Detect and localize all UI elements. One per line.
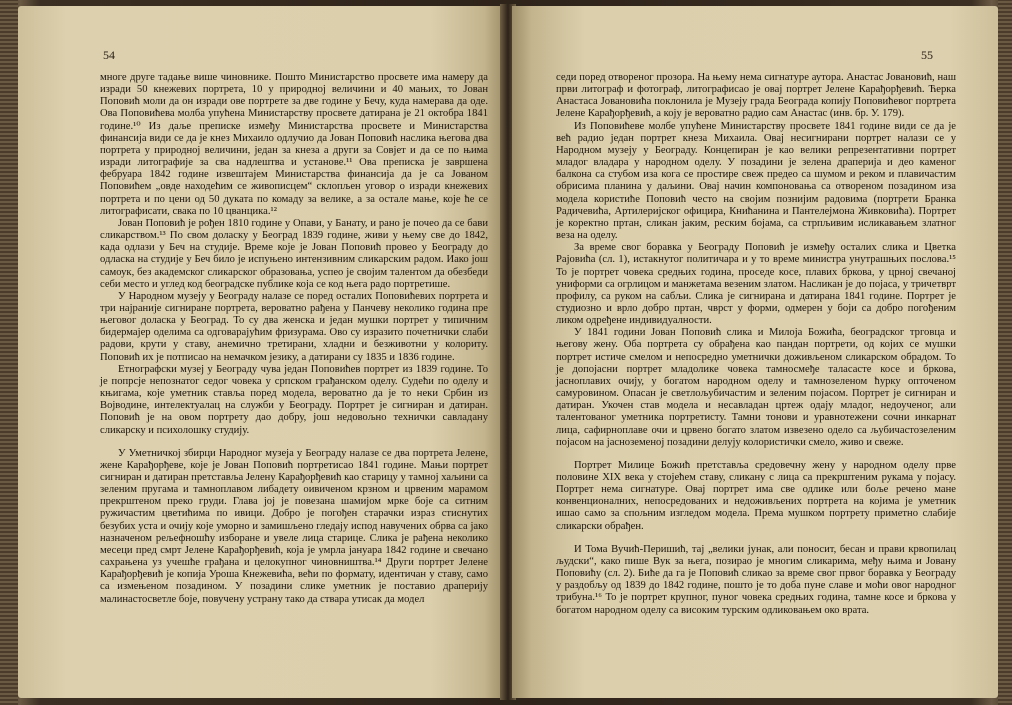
paragraph: У Народном музеју у Београду налазе се поред осталих Поповићевих портрета и три најраније сигниране портрета, вероватно рађена у Панчеву неколико година пре његовог доласка у Београд. То су два женска и један мушки портрет у типичним бидермајер оделима са одговарајућим фризурама. Ово су изразито почетнички слаби радови, крути у ставу, анемично третирани, хладни и безживотни у колориту. Поповић их је потписао на немачком језику, а датирани су 1835 и 1836 године. (100, 290, 488, 363)
page-stack-right (998, 0, 1012, 705)
paragraph: многе друге тадање више чиновнике. Пошто Министарство просвете има намеру да изради 50 кнежевих портрета, 10 у природној величини и 40 мањих, то Јован Поповић моли да он изради ове портрете за две године у Бечу, куда намерава да оде. Ова Поповићева молба упућена Министарству просвете датирана је 21 октобра 1841 године.¹⁰ Из даље преписке између Министарства просвете и Министарства финансија види се да је кнез Михаило одлучио да Јован Поповић наслика његова два портрета у природној величини, један за кнеза а други за Совјет и да се по њима изради литографије за сва надлештва и установе.¹¹ Ова преписка је завршена фебруара 1842 године извештајем Министарства финансија да је са Јованом Поповићем „овде находећим се живописцем“ склопљен уговор о изради кнежевих портрета и по цени од 50 дуката по комаду за велике, а за остале мање, које ће се литографисати, свака по 10 цванцика.¹² (100, 72, 488, 217)
paragraph: Из Поповићеве молбе упућене Министарству просвете 1841 године види се да је већ радио један портрет кнеза Михаила. Овај несигнирани портрет налази се у Народном музеју у Београду. Концепиран је као велики репрезентативни портрет младог владара у народном оделу. У позадини је зелена драперија и део каменог балкона са стубом иза кога се простире свеж предео са шумом и реком и плавичастим обрисима планина у даљини. Овај начин компоновања са отвореном позадином иза модела користиће Поповић често на својим познијим радовима (портрети Бранка Радичевића, Артилеријског официра, Книћанина и Пантелејмона Живковића). Портрет је коректно пртан, сликан јаким, реским бојама, са стрпљивим исликавањем златног веза на оделу. (556, 120, 956, 242)
right-page (512, 6, 998, 698)
paragraph: Јован Поповић је рођен 1810 године у Опави, у Банату, и рано је почео да се бави сликарством.¹³ По свом доласку у Београд 1839 године, живи у њему све до 1842, када одлази у Беч на студије. Време које је Јован Поповић провео у Београду до одласка на студије у Беч било је испуњено интензивним сликарским радом. Иако још самоук, без академског сликарског образовања, успео је својим талентом да обезбеди себи место и углед код београдске публике која се код њега радо портретише. (100, 217, 488, 290)
page-stack-left (0, 0, 18, 705)
paragraph: Портрет Милице Божић претставља средовечну жену у народном оделу прве половине XIX века у стојећем ставу, сликану с лица са прекрштеним рукама у појасу. Портрет нема сигнатуре. Овај портрет има све одлике или боље речено мане конвенционалних, непосредованих и недоживљених портрета на којима је уметник ишао само за спољним изгледом модела. Према мушком портрету приметно слабије сликарски обрађен. (556, 459, 956, 532)
paragraph: За време свог боравка у Београду Поповић је између осталих слика и Цветка Рајовића (сл. 1), истакнутог политичара и у то време министра унутрашњих послова.¹⁵ То је портрет човека средњих година, проседе косе, плавих бркова, у црној свечаној униформи са огрлицом и манжетама везеним златом. Насликан је до појаса, у тричетврт профилу, са руком на сабљи. Слика је сигнирана и датирана 1841 године. Портрет је студиозно и врло добро пртан, чврст у форми, одмерен у боји са добро погођеним ликом одређене индивидуалности. (556, 242, 956, 327)
paragraph: У 1841 години Јован Поповић слика и Милоја Божића, београдског трговца и његову жену. Оба портрета су обрађена као пандан портрети, од којих се мушки портрет истиче смелом и непосредно уметнички доживљеном сликарском обрадом. То је допојасни портрет младолике човека тамносмеђе таласасте косе и бркова, јасноплавих очију, у богатом народном оделу и тамнозеленом ћурку опточеном самуровином. Опасан је светлољубичастим и зеленим појасом. Портрет је сигниран и датиран. Укочен став модела и несавладан цртеж одају младог, недоученог, али талентованог уметника портретисту. Тамни тонови и уравнотежени сочни инкарнат лица, сафирноплаве очи и црвено богато златом извезено одело са љубичастозеленим појасом на јасноземеној позадини делују колористички смело, живо и свеже. (556, 327, 956, 448)
left-page-body (100, 72, 488, 606)
paragraph: И Тома Вучић-Перишић, тај „велики јунак, али поносит, бесан и прави крвопилац људски“, како пише Вук за њега, позирао је многим сликарима, међу њима и Јовану Поповићу (сл. 2). Биће да га је Поповић сликао за време свог првог боравка у Београду у раздобљу од 1839 до 1842 године, пошто је то доба пуне славе и моћи овог народног трибуна.¹⁶ То је портрет крупног, пуног човека средњих година, тамне косе и бркова у богатом народном оделу са високим турским одликовањем око врата. (556, 543, 956, 616)
right-page-body (556, 72, 956, 617)
page-number: 55 (921, 48, 933, 62)
left-page (18, 6, 504, 698)
paragraph: седи поред отвореног прозора. На њему нема сигнатуре аутора. Анастас Јовановић, наш први литограф и фотограф, литографисао је овај портрет Јелене Карађорђевић. Ћерка Анастаса Јовановића поклонила је Музеју града Београда копију Поповићевог портрета Јелене Карађорђевић, а коју је вероватно радио сам Анастас (инв. бр. У. 179). (556, 72, 956, 120)
paragraph: У Уметничкој збирци Народног музеја у Београду налазе се два портрета Јелене, жене Карађорђеве, које је Јован Поповић портретисао 1841 године. Мањи портрет сигниран и датиран претставља Јелену Карађорђевић као старицу у тамној хаљини са зеленим пругама и тамноплавом либадету оивиченом крзном и црвеним марамом прекрштеном преко груди. Глава јој је повезана шамијом мрке боје са ситним ружичастим цветићима по ивици. Добро је погођен старачки израз стиснутих безубих уста и очију које уморно и замишљено гледају испод навучених обрва са јако назначеном рељефношћу изборане и увеле лица старице. Слика је рађена неколико месеци пред смрт Јелене Карађорђевић, која је умрла јануара 1842 године и свечано сахрањена уз учешће грађана и целокупног чиновништва.¹⁴ Други портрет Јелене Карађорђевић је копија Уроша Кнежевића, већи по формату, идентичан у ставу, само са измењеном позадином. У позадини слике уметник је поставио драперију малинастосветле боје, повучену устрану тако да ствара утисак да модел (100, 447, 488, 605)
page-number: 54 (103, 48, 115, 62)
paragraph: Етнографски музеј у Београду чува један Поповићев портрет из 1839 године. То је попрсје непознатог седог човека у српском грађанском оделу. Судећи по оделу и књигама, које уметник ставља поред модела, вероватно да је то неки Србин из Војводине, интелектуалац на служби у Београду. Портрет је сигниран и датиран. Поповић је на овом портрету дао добру, још недовољно технички савладану сликарску и психолошку студију. (100, 363, 488, 436)
